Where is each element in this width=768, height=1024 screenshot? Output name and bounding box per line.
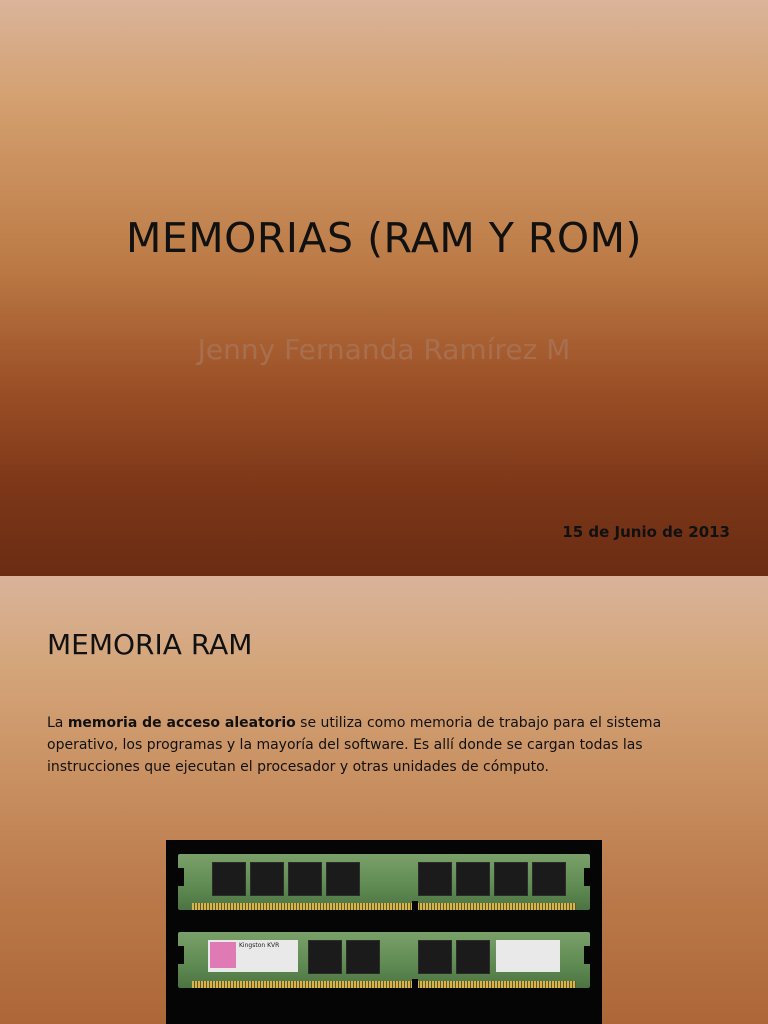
memory-chip bbox=[418, 940, 452, 974]
ram-module-photo bbox=[166, 840, 602, 1024]
memory-chip bbox=[288, 862, 322, 896]
memory-chip bbox=[456, 862, 490, 896]
paragraph-rest: se utiliza como memoria de trabajo para el sistema operativo, los programas y la mayoría del software. Es allí donde se cargan todas las instrucciones que ejecutan el procesador y otras unidades de cómputo. bbox=[47, 715, 662, 775]
memory-chip bbox=[494, 862, 528, 896]
memory-chip bbox=[532, 862, 566, 896]
paragraph-bold-term: memoria de acceso aleatorio bbox=[67, 715, 296, 731]
memory-chip bbox=[326, 862, 360, 896]
paragraph-prefix: La bbox=[47, 715, 68, 731]
memory-chip bbox=[250, 862, 284, 896]
module-label-sticker bbox=[208, 940, 298, 972]
memory-chip bbox=[456, 940, 490, 974]
section-title: MEMORIA RAM bbox=[47, 628, 253, 661]
slide-subtitle-author: Jenny Fernanda Ramírez M bbox=[197, 333, 571, 366]
memory-chip bbox=[346, 940, 380, 974]
description-paragraph bbox=[47, 712, 727, 778]
memory-chip bbox=[212, 862, 246, 896]
slide-date: 15 de Junio de 2013 bbox=[562, 523, 730, 541]
module-serial-sticker bbox=[496, 940, 560, 972]
memory-chip bbox=[418, 862, 452, 896]
memory-chip bbox=[308, 940, 342, 974]
ram-module-bottom bbox=[178, 932, 590, 988]
ram-module-top bbox=[178, 854, 590, 910]
sticker-brand: Kingston KVR bbox=[239, 942, 280, 949]
slide-title: MEMORIAS (RAM Y ROM) bbox=[125, 214, 643, 262]
